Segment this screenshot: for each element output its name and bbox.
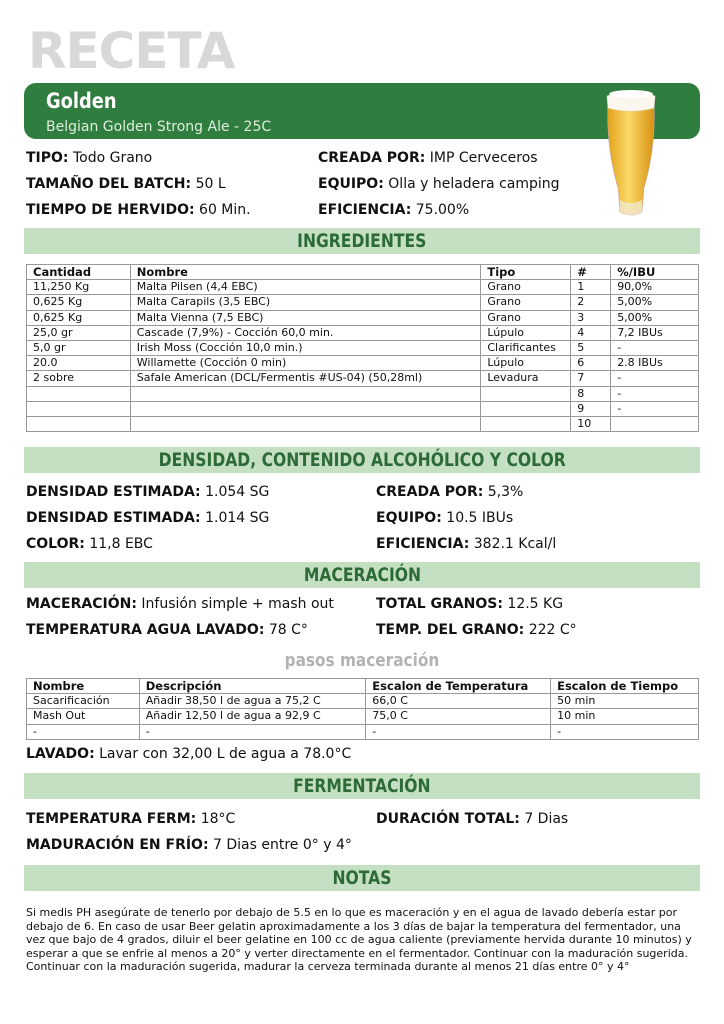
table-cell: Grano <box>481 295 571 310</box>
section-densidad: DENSIDAD, CONTENIDO ALCOHÓLICO Y COLOR <box>24 447 700 473</box>
recipe-banner <box>24 83 700 139</box>
densidad-kcal: EFICIENCIA: 382.1 Kcal/l <box>376 536 557 552</box>
table-cell: - <box>611 371 699 386</box>
table-cell <box>27 401 131 416</box>
table-header-row <box>27 265 699 280</box>
table-cell <box>130 401 481 416</box>
table-cell: 4 <box>571 325 611 340</box>
table-cell: 2 <box>571 295 611 310</box>
section-maceracion: MACERACIÓN <box>24 562 700 588</box>
table-cell: 10 <box>571 416 611 431</box>
table-cell: 2.8 IBUs <box>611 356 699 371</box>
table-cell: 8 <box>571 386 611 401</box>
table-cell: 0,625 Kg <box>27 295 131 310</box>
section-ingredientes: INGREDIENTES <box>24 228 700 254</box>
table-cell: 10 min <box>551 709 699 724</box>
table-cell: Lúpulo <box>481 356 571 371</box>
table-cell: 0,625 Kg <box>27 310 131 325</box>
table-cell: 5,00% <box>611 295 699 310</box>
table-cell: 7,2 IBUs <box>611 325 699 340</box>
table-cell: - <box>611 340 699 355</box>
table-cell: Mash Out <box>27 709 140 724</box>
table-cell: 1 <box>571 280 611 295</box>
table-cell <box>130 386 481 401</box>
table-cell: Malta Vienna (7,5 EBC) <box>130 310 481 325</box>
header-nombre: Nombre <box>130 265 481 280</box>
mash-steps-table <box>26 678 699 740</box>
table-cell: 5,00% <box>611 310 699 325</box>
densidad-og: DENSIDAD ESTIMADA: 1.054 SG <box>26 484 270 500</box>
table-row <box>27 416 699 431</box>
info-creada: CREADA POR: IMP Cerveceros <box>318 150 538 166</box>
header-tipo: Tipo <box>481 265 571 280</box>
table-row <box>27 325 699 340</box>
table-cell: 11,250 Kg <box>27 280 131 295</box>
table-cell: 9 <box>571 401 611 416</box>
table-row <box>27 295 699 310</box>
recipe-name: Golden <box>46 89 117 113</box>
table-cell: - <box>139 724 366 739</box>
table-cell: 25,0 gr <box>27 325 131 340</box>
table-cell: Irish Moss (Cocción 10,0 min.) <box>130 340 481 355</box>
recipe-style: Belgian Golden Strong Ale - 25C <box>46 119 272 135</box>
table-cell: 66,0 C <box>366 694 551 709</box>
table-cell <box>27 386 131 401</box>
densidad-fg: DENSIDAD ESTIMADA: 1.014 SG <box>26 510 270 526</box>
header-ibu: %/IBU <box>611 265 699 280</box>
section-fermentacion: FERMENTACIÓN <box>24 773 700 799</box>
table-cell: - <box>611 386 699 401</box>
table-cell: Añadir 38,50 l de agua a 75,2 C <box>139 694 366 709</box>
densidad-ibu: EQUIPO: 10.5 IBUs <box>376 510 514 526</box>
table-cell: Malta Pilsen (4,4 EBC) <box>130 280 481 295</box>
table-row <box>27 371 699 386</box>
maceracion-lavado: LAVADO: Lavar con 32,00 L de agua a 78.0°C <box>26 746 352 762</box>
maceracion-granos: TOTAL GRANOS: 12.5 KG <box>376 596 564 612</box>
info-eficiencia: EFICIENCIA: 75.00% <box>318 202 470 218</box>
fermentacion-maduracion: MADURACIÓN EN FRÍO: 7 Dias entre 0° y 4° <box>26 837 352 853</box>
section-notas: NOTAS <box>24 865 700 891</box>
table-cell: 50 min <box>551 694 699 709</box>
header-cantidad: Cantidad <box>27 265 131 280</box>
table-cell: 75,0 C <box>366 709 551 724</box>
table-cell: - <box>611 401 699 416</box>
notes-text: Si medis PH asegúrate de tenerlo por debajo de 5.5 en lo que es maceración y en el agua de lavado debería estar por debajo de 6. En caso de usar Beer gelatin aproximadamente a los 3 días de bajar la temperatura del fermentador, una vez que bajo de 4 grados, diluir el beer gelatine en 100 cc de agua caliente (previamente hervida durante 10 minutos) y esperar a que se enfrie al menos a 20° y verter directamente en el fermentador. Continuar con la maduración sugerida. Continuar con la maduración sugerida, madurar la cerveza terminada durante al menos 21 días entre 0° y 4° <box>26 906 692 973</box>
table-cell: - <box>551 724 699 739</box>
table-cell: 5,0 gr <box>27 340 131 355</box>
table-row <box>27 709 699 724</box>
header-descripcion: Descripción <box>139 679 366 694</box>
table-cell: - <box>27 724 140 739</box>
table-cell: Añadir 12,50 l de agua a 92,9 C <box>139 709 366 724</box>
fermentacion-duracion: DURACIÓN TOTAL: 7 Dias <box>376 811 569 827</box>
table-cell: 7 <box>571 371 611 386</box>
info-equipo: EQUIPO: Olla y heladera camping <box>318 176 560 192</box>
page-title: RECETA <box>28 22 235 80</box>
table-cell: Lúpulo <box>481 325 571 340</box>
table-cell <box>611 416 699 431</box>
ingredients-table <box>26 264 699 432</box>
table-cell: 2 sobre <box>27 371 131 386</box>
table-cell: 6 <box>571 356 611 371</box>
table-cell <box>27 416 131 431</box>
info-tipo: TIPO: Todo Grano <box>26 150 153 166</box>
table-cell: Grano <box>481 310 571 325</box>
table-cell: 5 <box>571 340 611 355</box>
maceracion-agua: TEMPERATURA AGUA LAVADO: 78 C° <box>26 622 308 638</box>
table-cell: 90,0% <box>611 280 699 295</box>
table-cell: Levadura <box>481 371 571 386</box>
table-row <box>27 340 699 355</box>
table-cell: Malta Carapils (3,5 EBC) <box>130 295 481 310</box>
maceracion-tipo: MACERACIÓN: Infusión simple + mash out <box>26 596 334 612</box>
table-row <box>27 401 699 416</box>
table-cell: Clarificantes <box>481 340 571 355</box>
table-row <box>27 724 699 739</box>
table-cell: Cascade (7,9%) - Cocción 60,0 min. <box>130 325 481 340</box>
table-cell: 3 <box>571 310 611 325</box>
beer-glass-icon <box>604 88 658 218</box>
table-cell: Safale American (DCL/Fermentis #US-04) (50,28ml) <box>130 371 481 386</box>
header-nombre: Nombre <box>27 679 140 694</box>
table-cell: Sacarificación <box>27 694 140 709</box>
table-row <box>27 386 699 401</box>
table-cell: 20.0 <box>27 356 131 371</box>
maceracion-grano-temp: TEMP. DEL GRANO: 222 C° <box>376 622 577 638</box>
densidad-abv: CREADA POR: 5,3% <box>376 484 524 500</box>
table-header-row <box>27 679 699 694</box>
table-cell <box>481 401 571 416</box>
table-cell <box>130 416 481 431</box>
table-row <box>27 280 699 295</box>
header-escalon-tiempo: Escalon de Tiempo <box>551 679 699 694</box>
info-hervido: TIEMPO DE HERVIDO: 60 Min. <box>26 202 251 218</box>
info-batch: TAMAÑO DEL BATCH: 50 L <box>26 176 226 192</box>
header-num: # <box>571 265 611 280</box>
header-escalon-temp: Escalon de Temperatura <box>366 679 551 694</box>
table-row <box>27 356 699 371</box>
densidad-color: COLOR: 11,8 EBC <box>26 536 153 552</box>
pasos-maceracion-title: pasos maceración <box>284 650 440 671</box>
table-row <box>27 310 699 325</box>
table-cell: Willamette (Cocción 0 min) <box>130 356 481 371</box>
table-cell <box>481 386 571 401</box>
fermentacion-temp: TEMPERATURA FERM: 18°C <box>26 811 236 827</box>
table-cell: Grano <box>481 280 571 295</box>
table-row <box>27 694 699 709</box>
table-cell: - <box>366 724 551 739</box>
table-cell <box>481 416 571 431</box>
